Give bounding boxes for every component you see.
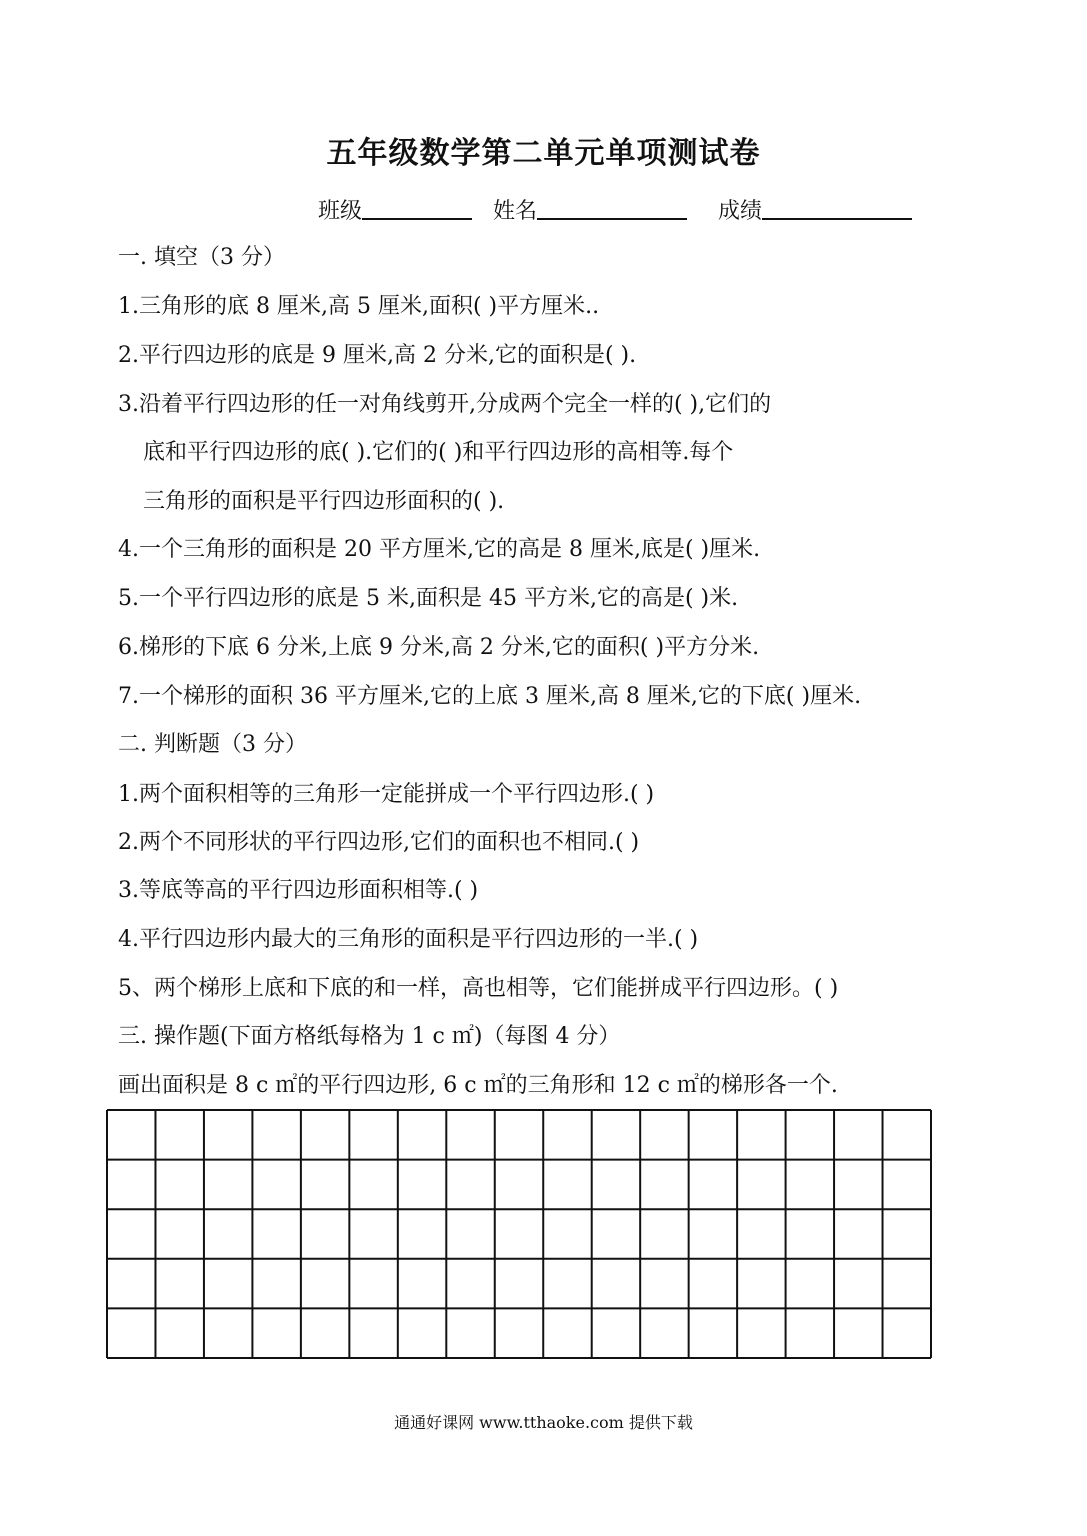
fill-question-3-line1: 3.沿着平行四边形的任一对角线剪开,分成两个完全一样的( ),它们的 (118, 392, 772, 417)
footer-source: 通通好课网 www.tthaoke.com 提供下载 (394, 1413, 693, 1432)
fill-question-6: 6.梯形的下底 6 分米,上底 9 分米,高 2 分米,它的面积( )平方分米. (118, 635, 760, 660)
fill-question-1: 1.三角形的底 8 厘米,高 5 厘米,面积( )平方厘米.. (118, 294, 600, 319)
class-field[interactable] (318, 194, 472, 225)
operation-instruction: 画出面积是 8 c ㎡的平行四边形, 6 c ㎡的三角形和 12 c ㎡的梯形各一个. (118, 1073, 838, 1098)
fill-question-2: 2.平行四边形的底是 9 厘米,高 2 分米,它的面积是( ). (118, 343, 637, 368)
grid-svg[interactable] (106, 1109, 932, 1359)
score-blank[interactable] (762, 198, 912, 220)
fill-question-3-line2: 底和平行四边形的底( ).它们的( )和平行四边形的高相等.每个 (143, 440, 734, 465)
name-blank[interactable] (537, 198, 687, 220)
class-label: 班级 (318, 199, 363, 224)
name-field[interactable] (493, 194, 687, 225)
judge-question-4: 4.平行四边形内最大的三角形的面积是平行四边形的一半.( ) (118, 927, 699, 952)
score-label: 成绩 (718, 199, 763, 224)
page-title: 五年级数学第二单元单项测试卷 (326, 136, 761, 171)
judge-question-3: 3.等底等高的平行四边形面积相等.( ) (118, 878, 479, 903)
score-field[interactable] (718, 194, 912, 225)
section2-heading: 二. 判断题（3 分） (118, 732, 307, 757)
judge-question-5: 5、两个梯形上底和下底的和一样，高也相等，它们能拼成平行四边形。( ) (118, 976, 839, 1001)
fill-question-4: 4.一个三角形的面积是 20 平方厘米,它的高是 8 厘米,底是( )厘米. (118, 537, 761, 562)
section3-heading: 三. 操作题(下面方格纸每格为 1 c ㎡)（每图 4 分） (118, 1024, 621, 1049)
judge-question-2: 2.两个不同形状的平行四边形,它们的面积也不相同.( ) (118, 830, 640, 855)
class-blank[interactable] (362, 198, 472, 220)
section1-heading: 一. 填空（3 分） (118, 245, 285, 270)
name-label: 姓名 (493, 199, 538, 224)
judge-question-1: 1.两个面积相等的三角形一定能拼成一个平行四边形.( ) (118, 782, 655, 807)
fill-question-3-line3: 三角形的面积是平行四边形面积的( ). (143, 489, 505, 514)
graph-paper-grid[interactable] (106, 1109, 932, 1359)
fill-question-7: 7.一个梯形的面积 36 平方厘米,它的上底 3 厘米,高 8 厘米,它的下底( )厘米. (118, 684, 862, 709)
fill-question-5: 5.一个平行四边形的底是 5 米,面积是 45 平方米,它的高是( )米. (118, 586, 739, 611)
student-info-row (318, 194, 912, 225)
